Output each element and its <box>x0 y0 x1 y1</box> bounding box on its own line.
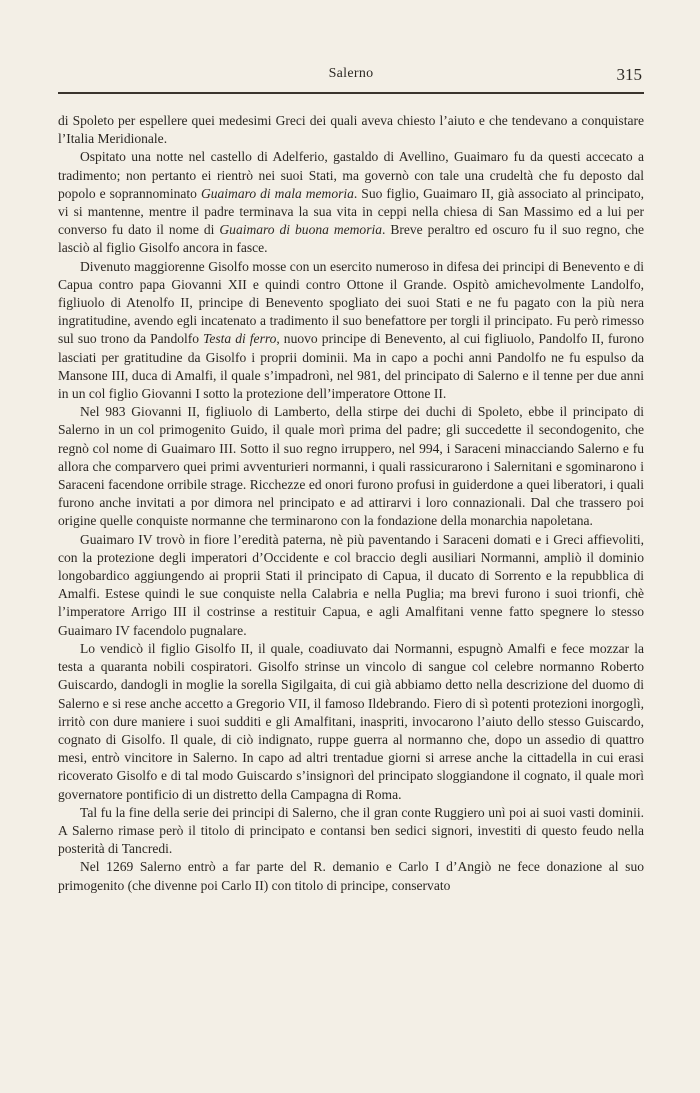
text-run: Nel 1269 Salerno entrò a far parte del R. demanio e Carlo I d’Angiò ne fece donazione al suo primogenito (che divenne poi Carlo II) con titolo di principe, conservato <box>58 859 644 893</box>
text-run: di Spoleto per espellere quei medesimi Greci dei quali aveva chiesto l’aiuto e che tendevano a conquistare l’Italia Meridionale. <box>58 113 644 147</box>
page-header <box>58 66 644 88</box>
paragraph-p8 <box>58 858 644 894</box>
italic-text: Guaimaro di buona memoria <box>219 222 383 238</box>
paragraph-p5 <box>58 531 644 640</box>
text-run: Lo vendicò il figlio Gisolfo II, il quale, coadiuvato dai Normanni, espugnò Amalfi e fece mozzar la testa a quaranta nobili cospiratori. Gisolfo strinse un vincolo di sangue col celebre normanno Roberto Guiscardo, dandogli in moglie la sorella Sigilgaita, di cui già abbiamo detto nella descrizione del duomo di Salerno e si rese anche accetto a Gregorio VII, il famoso Ildebrando. Fiero di sì potenti protezioni inorgoglì, irritò con dure maniere i suoi sudditi e gli Amalfitani, inaspriti, invocarono l’aiuto dello stesso Guiscardo, cognato di Gisolfo. Il quale, di ciò indignato, ruppe guerra al normanno che, dopo un assedio di quattro mesi, entrò vincitore in Salerno. In capo ad altri trentadue giorni si arrese anche la cittadella in cui erasi ricoverato Gisolfo e di tal modo Guiscardo s’insignorì del principato sloggiandone il cognato, il quale morì governatore pontificio di un distretto della Campagna di Roma. <box>58 640 644 802</box>
paragraph-p4 <box>58 403 644 530</box>
text-run: . Suo figlio, Guaimaro II, già associato al principato, vi si mantenne, mentre il padre terminava la sua vita in ceppi nella chiesa di San Massimo ed a lui per converso fu dato il nome di <box>58 185 644 238</box>
paragraph-p2 <box>58 148 644 257</box>
italic-text: Guaimaro di mala memoria <box>200 185 354 201</box>
text-run: Guaimaro IV trovò in fiore l’eredità paterna, nè più paventando i Saraceni domati e i Greci affievoliti, con la protezione degli imperatori d’Occidente e col braccio degli ausiliari Normanni, ampliò il dominio longobardico aggiungendo ai proprii Stati il principato di Capua, il ducato di Sorrento e la repubblica di Amalfi. Estese quindi le sue conquiste nella Calabria e nella Puglia; ma brevi furono i suoi trionfi, chè l’imperatore Arrigo III il costrinse a restituir Capua, e agli Amalfitani venne fatto spegnere lo stesso Guaimaro IV facendolo pugnalare. <box>58 531 644 638</box>
text-run: . Breve peraltro ed oscuro fu il suo regno, che lasciò al figlio Gisolfo ancora in fasce. <box>58 222 645 256</box>
body-text <box>58 112 644 895</box>
running-head: Salerno <box>328 66 374 81</box>
paragraph-p1 <box>58 112 644 148</box>
text-run: Nel 983 Giovanni II, figliuolo di Lamberto, della stirpe dei duchi di Spoleto, ebbe il principato di Salerno in un col primogenito Guido, il quale morì prima del padre; gli succedette il secondogenito, che regnò col nome di Guaimaro III. Sotto il suo regno irruppero, nel 994, i Saraceni minacciando Salerno e fu allora che comparvero quei primi avventurieri normanni, i quali rassicurarono i Salernitani e sgominarono i Saraceni facendone orribile strage. Ricchezze ed onori furono profusi in guiderdone a quei liberatori, i quali furono anche invitati a por dimora nel principato e ad attirarvi i loro connazionali. Dal che trassero poi origine quelle conquiste normanne che terminarono con la fondazione della monarchia napoletana. <box>58 404 644 529</box>
text-run: Ospitato una notte nel castello di Adelferio, gastaldo di Avellino, Guaimaro fu da questi accecato a tradimento; non pertanto ei rientrò nei suoi Stati, ma governò con tale una crudeltà che fu deposto dal popolo e soprannominato <box>58 149 644 201</box>
header-rule <box>58 92 644 94</box>
page-number: 315 <box>616 65 642 84</box>
text-run: Divenuto maggiorenne Gisolfo mosse con un esercito numeroso in difesa dei principi di Benevento e di Capua contro papa Giovanni XII e quindi contro Ottone il Grande. Ospitò amichevolmente Landolfo, figliuolo di Atenolfo II, principe di Benevento spogliato dei suoi Stati e ne fu pagato con la più nera ingratitudine, avendo egli incatenato a tradimento il suo benefattore per torgli il principato. Fu però rimesso sul suo trono da Pandolfo <box>58 258 644 347</box>
text-run: , nuovo principe di Benevento, al cui figliuolo, Pandolfo II, furono lasciati per gratitudine da Gisolfo i proprii dominii. Ma in capo a pochi anni Pandolfo ne fu espulso da Mansone III, duca di Amalfi, il quale s’impadronì, nel 981, del principato di Salerno e il tenne per due anni in un col figlio Giovanni I sotto la protezione dell’imperatore Ottone II. <box>58 331 644 402</box>
italic-text: Testa di ferro <box>203 331 277 347</box>
paragraph-p7 <box>58 804 644 859</box>
text-run: Tal fu la fine della serie dei principi di Salerno, che il gran conte Ruggiero unì poi ai suoi vasti dominii. A Salerno rimase però il titolo di principato e contansi ben sedici signori, investiti di questo feudo nella posterità di Tancredi. <box>58 804 644 857</box>
paragraph-p6 <box>58 640 644 804</box>
paragraph-p3 <box>58 258 644 404</box>
